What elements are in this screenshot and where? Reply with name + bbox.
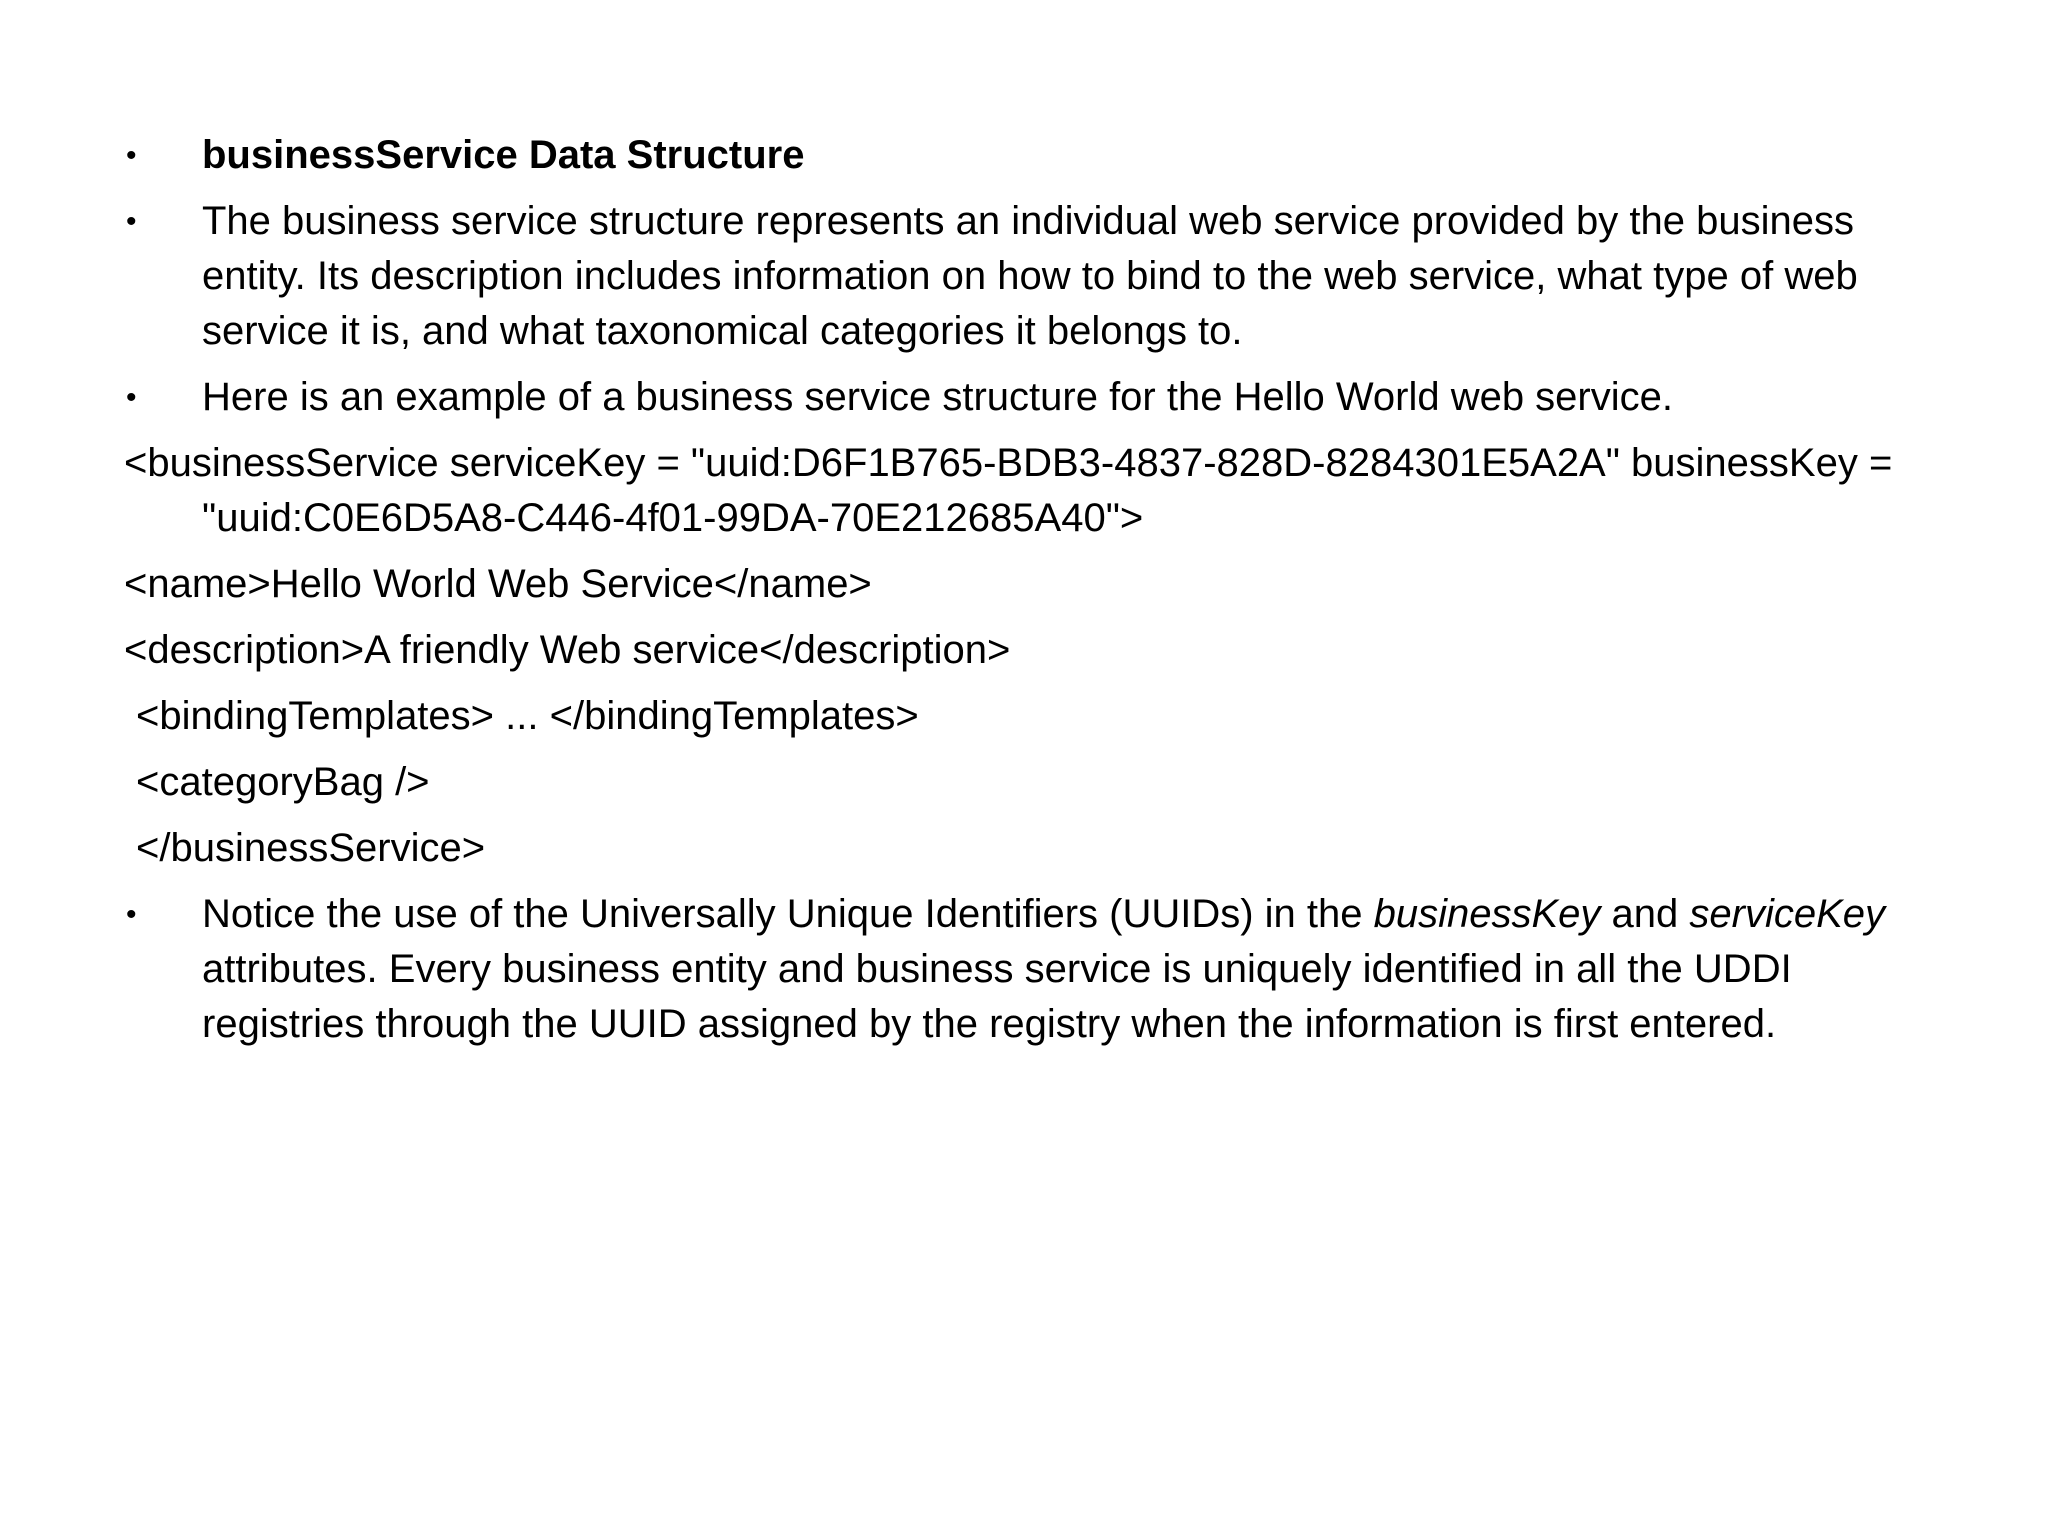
notice-part3: attributes. Every business entity and business service is uniquely identified in all the UDDI registries through the UUID assigned by the registry when the information is first entered.: [202, 947, 1792, 1046]
notice-part2: and: [1600, 892, 1690, 936]
bullet-icon: •: [126, 139, 137, 172]
bullet-notice: [124, 887, 1944, 1052]
slide-content: [124, 128, 1944, 1063]
bullet-example-intro: [124, 370, 1944, 425]
example-intro-text: Here is an example of a business service structure for the Hello World web service.: [202, 375, 1673, 419]
bullet-icon: •: [126, 205, 137, 238]
bullet-intro: [124, 194, 1944, 359]
code-binding-line: <bindingTemplates> ... </bindingTemplates>: [136, 694, 919, 738]
section-heading: businessService Data Structure: [202, 133, 805, 177]
intro-text: The business service structure represents an individual web service provided by the business entity. Its description includes information on how to bind to the web service, what type of web service it is, and what taxonomical categories it belongs to.: [202, 199, 1858, 353]
notice-part1: Notice the use of the Universally Unique Identifiers (UUIDs) in the: [202, 892, 1374, 936]
bullet-heading: [124, 128, 1944, 183]
code-open-tag: <businessService serviceKey = "uuid:D6F1B765-BDB3-4837-828D-8284301E5A2A" businessKey = "uuid:C0E6D5A8-C446-4f01-99DA-70E212685A40">: [124, 441, 1904, 540]
bullet-icon: •: [126, 381, 137, 414]
code-name-line: <name>Hello World Web Service</name>: [124, 562, 872, 606]
code-description-line: <description>A friendly Web service</description>: [124, 628, 1011, 672]
code-category-line: <categoryBag />: [136, 760, 430, 804]
notice-text: [202, 892, 1885, 1046]
notice-italic-businesskey: businessKey: [1373, 892, 1601, 936]
bullet-icon: •: [126, 898, 137, 931]
notice-italic-servicekey: serviceKey: [1689, 892, 1886, 936]
code-close-tag: </businessService>: [136, 826, 486, 870]
